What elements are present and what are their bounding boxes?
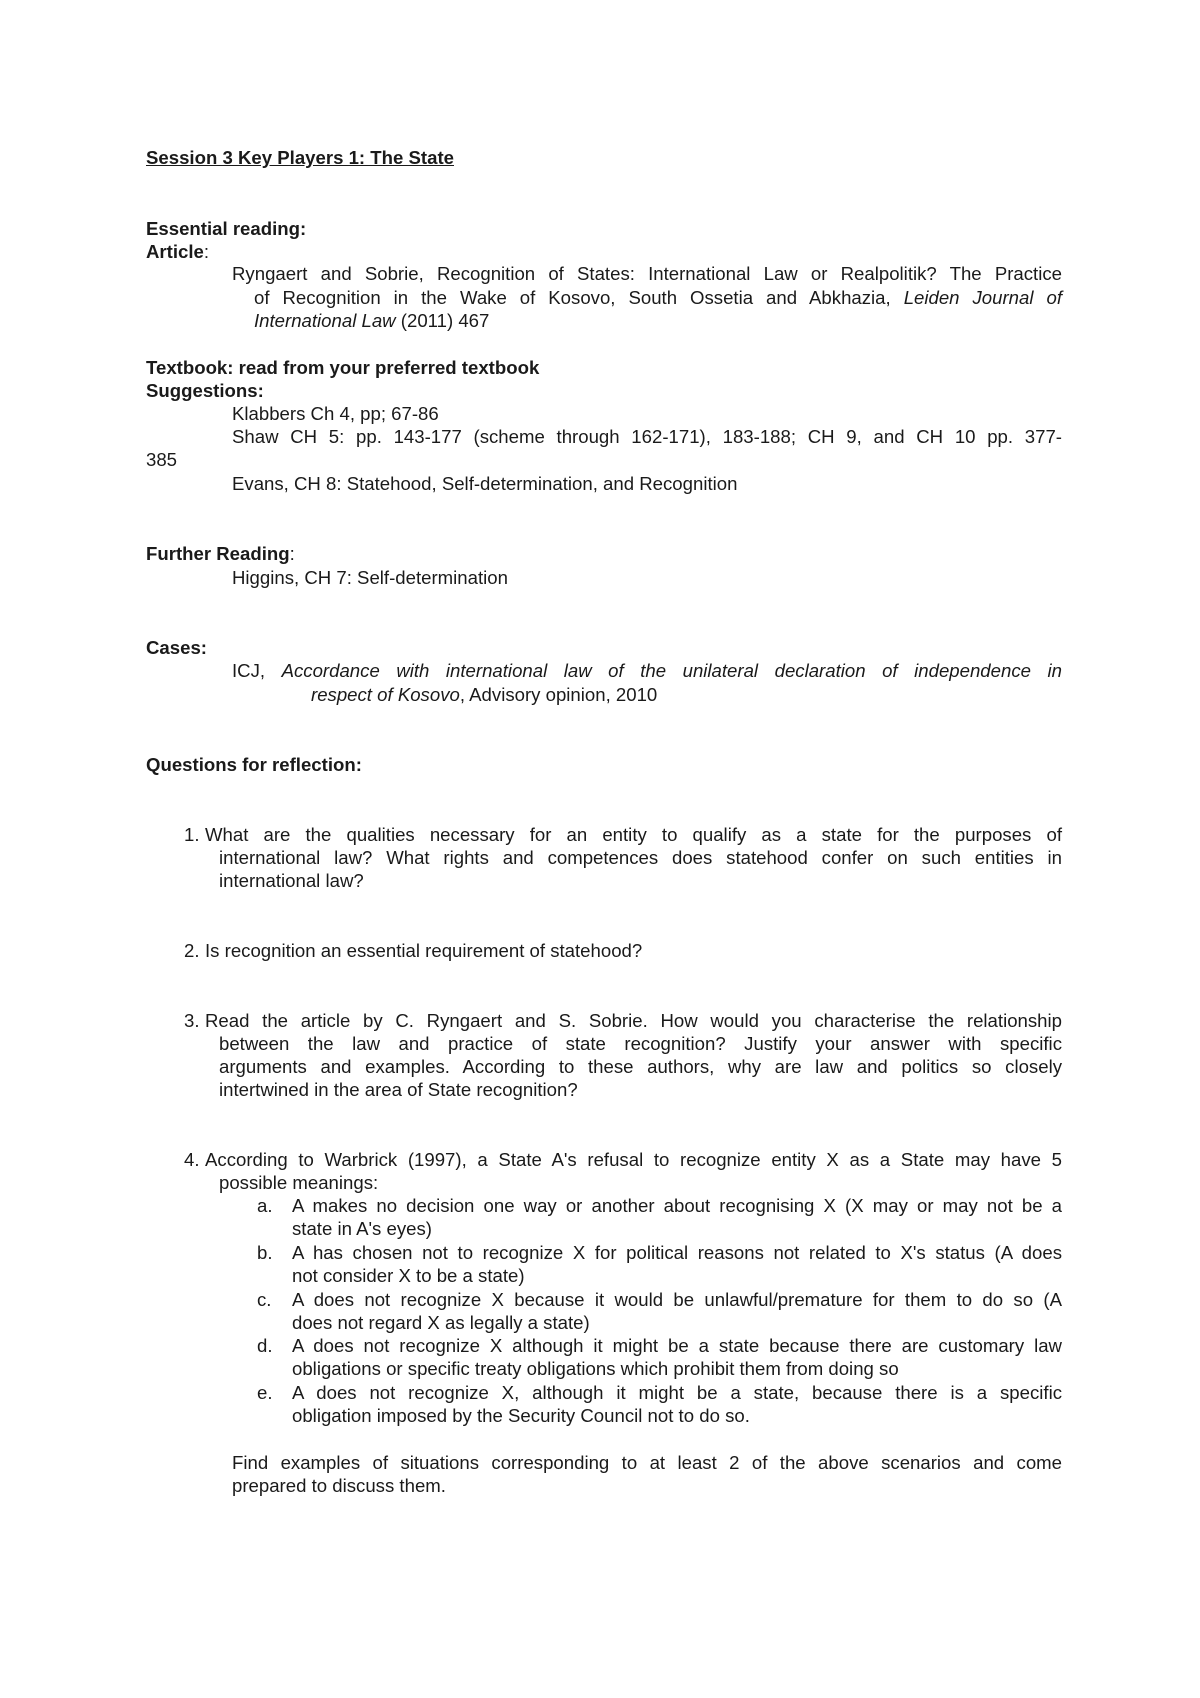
sub-item-a-line-2: state in A's eyes) bbox=[292, 1218, 432, 1239]
question-4-number: 4. bbox=[184, 1149, 200, 1170]
further-reading-line bbox=[146, 542, 295, 565]
article-journal-year: (2011) 467 bbox=[395, 310, 490, 331]
textbook-item-klabbers: Klabbers Ch 4, pp; 67-86 bbox=[232, 403, 439, 424]
question-1-line-2: international law? What rights and competences does statehood confer on such entities in bbox=[219, 847, 1062, 868]
question-3-line-2: between the law and practice of state recognition? Justify your answer with specific bbox=[219, 1033, 1062, 1054]
find-examples-line-2: prepared to discuss them. bbox=[232, 1475, 446, 1496]
question-4-line-2: possible meanings: bbox=[219, 1172, 379, 1193]
question-4-line-1: According to Warbrick (1997), a State A's refusal to recognize entity X as a State may have 5 bbox=[205, 1149, 1062, 1170]
article-citation-line-2 bbox=[254, 286, 1062, 309]
sub-item-d-line-1: A does not recognize X although it might be a state because there are customary law bbox=[292, 1335, 1062, 1356]
session-title: Session 3 Key Players 1: The State bbox=[146, 147, 454, 168]
sub-item-e-line-1: A does not recognize X, although it might be a state, because there is a specific bbox=[292, 1382, 1062, 1403]
article-journal-title: Leiden Journal of bbox=[903, 287, 1062, 308]
question-3-number: 3. bbox=[184, 1010, 200, 1031]
sub-item-c-letter: c. bbox=[257, 1289, 272, 1310]
question-1-number: 1. bbox=[184, 824, 200, 845]
case-line-2 bbox=[311, 683, 657, 706]
case-title-cont: respect of Kosovo bbox=[311, 684, 460, 705]
find-examples-line-1: Find examples of situations corresponding to at least 2 of the above scenarios and come bbox=[232, 1452, 1062, 1473]
sub-item-b-letter: b. bbox=[257, 1242, 273, 1263]
sub-item-a-letter: a. bbox=[257, 1195, 273, 1216]
article-citation-text: of Recognition in the Wake of Kosovo, South Ossetia and Abkhazia, bbox=[254, 287, 904, 308]
article-label: Article bbox=[146, 241, 204, 262]
case-title: Accordance with international law of the unilateral declaration of independence in bbox=[281, 660, 1062, 681]
sub-item-d-line-2: obligations or specific treaty obligations which prohibit them from doing so bbox=[292, 1358, 899, 1379]
sub-item-b-line-1: A has chosen not to recognize X for political reasons not related to X's status (A does bbox=[292, 1242, 1062, 1263]
question-2-number: 2. bbox=[184, 940, 200, 961]
sub-item-d-letter: d. bbox=[257, 1335, 273, 1356]
textbook-item-evans: Evans, CH 8: Statehood, Self-determination, and Recognition bbox=[232, 473, 738, 494]
sub-item-e-letter: e. bbox=[257, 1382, 273, 1403]
sub-item-c-line-1: A does not recognize X because it would be unlawful/premature for them to do so (A bbox=[292, 1289, 1062, 1310]
case-line-1 bbox=[232, 659, 1062, 682]
sub-item-a-line-1: A makes no decision one way or another about recognising X (X may or may not be a bbox=[292, 1195, 1062, 1216]
textbook-item-shaw-cont: 385 bbox=[146, 449, 178, 470]
cases-heading: Cases: bbox=[146, 637, 207, 658]
question-3-line-3: arguments and examples. According to these authors, why are law and politics so closely bbox=[219, 1056, 1062, 1077]
article-citation-line-1: Ryngaert and Sobrie, Recognition of States: International Law or Realpolitik? The Practice bbox=[232, 263, 1062, 284]
question-1-line-3: international law? bbox=[219, 870, 364, 891]
further-reading-heading: Further Reading bbox=[146, 543, 290, 564]
suggestions-label: Suggestions: bbox=[146, 380, 264, 401]
questions-heading: Questions for reflection: bbox=[146, 754, 362, 775]
sub-item-c-line-2: does not regard X as legally a state) bbox=[292, 1312, 590, 1333]
question-3-line-4: intertwined in the area of State recognition? bbox=[219, 1079, 578, 1100]
article-journal-title-cont: International Law bbox=[254, 310, 396, 331]
question-2-line-1: Is recognition an essential requirement of statehood? bbox=[205, 940, 643, 961]
further-reading-item: Higgins, CH 7: Self-determination bbox=[232, 567, 508, 588]
essential-reading-heading: Essential reading: bbox=[146, 218, 307, 239]
textbook-heading: Textbook: read from your preferred textbook bbox=[146, 357, 540, 378]
sub-item-e-line-2: obligation imposed by the Security Council not to do so. bbox=[292, 1405, 750, 1426]
textbook-item-shaw: Shaw CH 5: pp. 143-177 (scheme through 162-171), 183-188; CH 9, and CH 10 pp. 377- bbox=[232, 426, 1062, 447]
article-label-line bbox=[146, 240, 209, 263]
further-reading-colon: : bbox=[289, 543, 295, 564]
sub-item-b-line-2: not consider X to be a state) bbox=[292, 1265, 525, 1286]
case-details: , Advisory opinion, 2010 bbox=[459, 684, 658, 705]
article-citation-line-3 bbox=[254, 309, 489, 332]
article-colon: : bbox=[203, 241, 210, 262]
question-3-line-1: Read the article by C. Ryngaert and S. Sobrie. How would you characterise the relationship bbox=[205, 1010, 1062, 1031]
question-1-line-1: What are the qualities necessary for an entity to qualify as a state for the purposes of bbox=[205, 824, 1062, 845]
case-court: ICJ, bbox=[232, 660, 282, 681]
